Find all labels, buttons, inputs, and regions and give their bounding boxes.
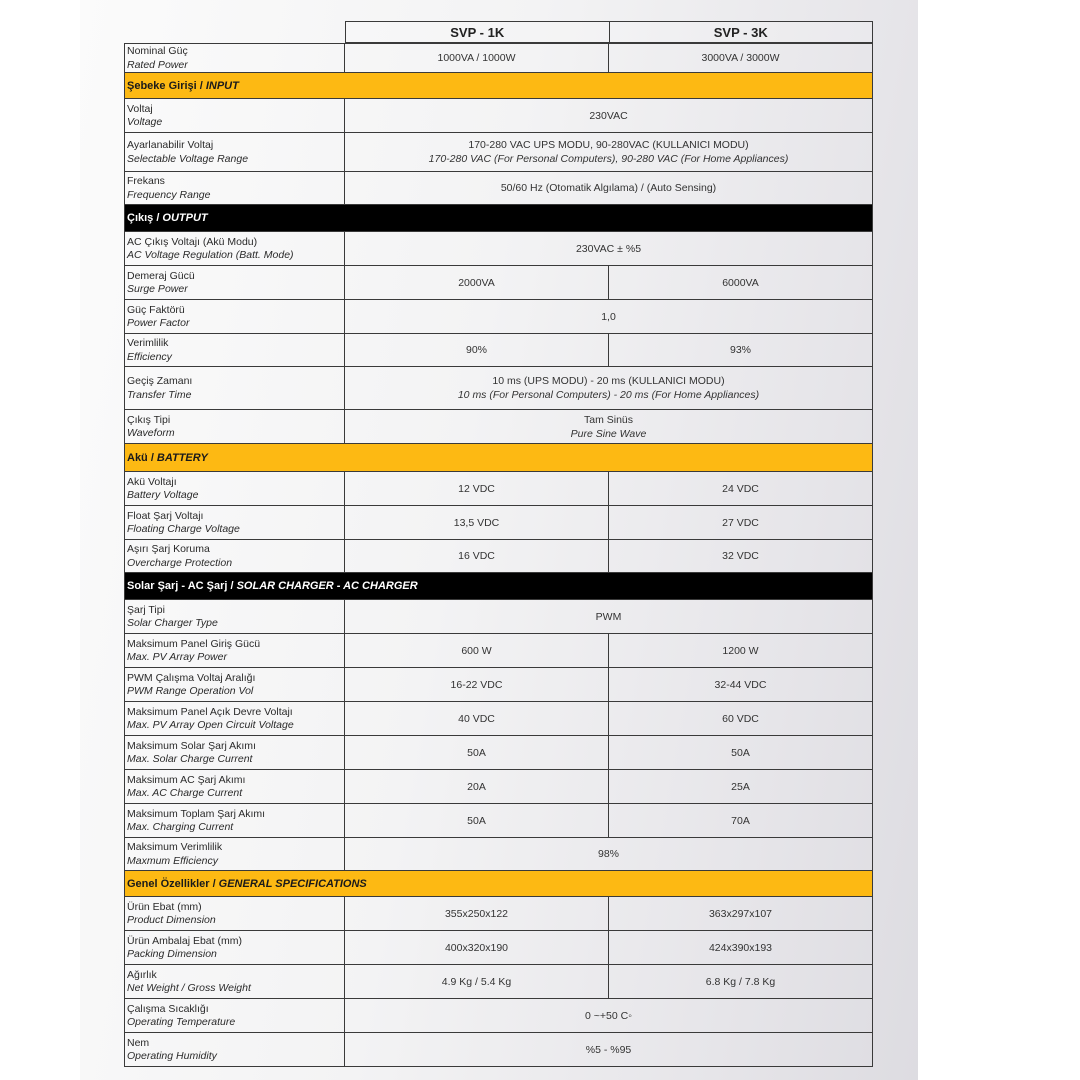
value-svp-1k: 400x320x190	[444, 941, 509, 954]
spec-row-voltage	[125, 98, 872, 132]
spec-row-rated-power	[125, 43, 872, 72]
label-en: Max. Solar Charge Current	[127, 753, 253, 765]
label-tr: Ürün Ebat (mm)	[127, 900, 202, 913]
spec-label	[125, 472, 345, 505]
spec-row-ac-voltage-regulation	[125, 231, 872, 265]
label-en: Operating Humidity	[127, 1050, 217, 1062]
spec-label	[125, 770, 345, 803]
value-svp-3k: 93%	[608, 334, 872, 366]
value-svp-1k: 355x250x122	[444, 907, 509, 920]
value-svp-3k: 60 VDC	[608, 702, 872, 735]
spec-row-power-factor	[125, 299, 872, 333]
section-header-general-specifications	[125, 870, 872, 896]
value-shared: 50/60 Hz (Otomatik Algılama) / (Auto Sensing)	[500, 182, 717, 194]
spec-row-product-dimension	[125, 896, 872, 930]
spec-label	[125, 133, 345, 171]
label-en: Overcharge Protection	[127, 556, 233, 569]
label-tr: Maksimum Panel Açık Devre Voltajı	[127, 705, 293, 718]
value-en: Pure Sine Wave	[570, 427, 647, 440]
label-tr: Çıkış Tipi	[127, 413, 171, 426]
spec-row-pwm-range	[125, 667, 872, 701]
spec-row-pv-open-circuit-voltage	[125, 701, 872, 735]
value-en: 10 ms (For Personal Computers) - 20 ms (For Home Appliances)	[457, 389, 760, 401]
value-shared: 98%	[597, 848, 619, 860]
label-en: AC Voltage Regulation (Batt. Mode)	[127, 249, 294, 261]
label-en: Efficiency	[127, 350, 172, 363]
label-en: Battery Voltage	[127, 489, 199, 501]
spec-label	[125, 506, 345, 539]
spec-label	[125, 804, 345, 837]
spec-label	[125, 232, 345, 265]
spec-row-max-efficiency	[125, 837, 872, 870]
spec-label	[125, 410, 345, 443]
section-title-tr: Şebeke Girişi /	[127, 79, 203, 92]
label-en: Power Factor	[127, 317, 190, 329]
spec-label	[125, 897, 345, 930]
label-tr: AC Çıkış Voltajı (Akü Modu)	[127, 235, 258, 248]
section-header-solar-charger	[125, 572, 872, 599]
value-shared: 230VAC	[589, 109, 628, 122]
value-shared: PWM	[595, 610, 622, 623]
value-svp-1k: 90%	[465, 344, 487, 356]
spec-label	[125, 965, 345, 998]
value-svp-3k: 32 VDC	[608, 540, 872, 572]
label-tr: Çalışma Sıcaklığı	[127, 1002, 209, 1015]
value-en: 170-280 VAC (For Personal Computers), 90-280 VAC (For Home Appliances)	[428, 153, 789, 165]
spec-label	[125, 266, 345, 299]
value-svp-3k: 363x297x107	[608, 897, 872, 930]
value-svp-3k: 424x390x193	[608, 931, 872, 964]
value-shared	[345, 410, 872, 443]
spec-label	[125, 172, 345, 204]
label-tr: Ürün Ambalaj Ebat (mm)	[127, 934, 242, 947]
value-shared	[345, 367, 872, 409]
spec-row-efficiency	[125, 333, 872, 366]
label-tr: Akü Voltajı	[127, 475, 177, 488]
spec-row-weight	[125, 964, 872, 998]
label-tr: Nem	[127, 1036, 150, 1049]
label-tr: Voltaj	[127, 102, 153, 115]
label-en: Waveform	[127, 427, 175, 439]
spec-label	[125, 367, 345, 409]
spec-row-floating-charge-voltage	[125, 505, 872, 539]
section-title-en: INPUT	[205, 79, 239, 92]
spec-label	[125, 334, 345, 366]
label-en: Packing Dimension	[127, 948, 217, 960]
value-svp-1k: 12 VDC	[458, 482, 495, 495]
spec-label	[125, 300, 345, 333]
spec-row-solar-charge-current	[125, 735, 872, 769]
label-en: Transfer Time	[127, 388, 192, 401]
spec-row-frequency	[125, 171, 872, 204]
model-header-svp-3k: SVP - 3K	[609, 22, 873, 42]
spec-label	[125, 838, 345, 870]
spec-label	[125, 44, 345, 72]
value-svp-3k: 70A	[608, 804, 872, 837]
label-tr: Maksimum Verimlilik	[127, 841, 223, 853]
value-svp-3k: 3000VA / 3000W	[608, 44, 872, 72]
value-tr: 170-280 VAC UPS MODU, 90-280VAC (KULLANICI MODU)	[468, 139, 749, 151]
label-tr: PWM Çalışma Voltaj Aralığı	[127, 671, 256, 684]
section-title-tr: Solar Şarj - AC Şarj /	[127, 580, 234, 592]
spec-label	[125, 1033, 345, 1066]
label-en: Frequency Range	[127, 188, 211, 201]
value-svp-3k: 27 VDC	[608, 506, 872, 539]
label-en: Net Weight / Gross Weight	[127, 982, 251, 994]
label-en: Voltage	[127, 116, 163, 128]
label-en: Max. AC Charge Current	[127, 787, 243, 799]
section-title-en: GENERAL SPECIFICATIONS	[218, 877, 367, 890]
spec-row-ac-charge-current	[125, 769, 872, 803]
spec-row-operating-humidity	[125, 1032, 872, 1066]
value-shared: 0 ~+50 C◦	[585, 1009, 632, 1022]
spec-row-pv-array-power	[125, 633, 872, 667]
label-en: Product Dimension	[127, 914, 216, 926]
spec-row-transfer-time	[125, 366, 872, 409]
model-header-svp-1k: SVP - 1K	[450, 24, 505, 40]
label-en: Rated Power	[127, 58, 188, 71]
value-svp-1k: 16-22 VDC	[450, 678, 503, 691]
value-svp-3k: 25A	[608, 770, 872, 803]
label-tr: Demeraj Gücü	[127, 269, 195, 282]
label-en: Floating Charge Voltage	[127, 523, 240, 535]
value-svp-1k: 600 W	[461, 644, 492, 657]
spec-label	[125, 634, 345, 667]
section-title-tr: Genel Özellikler /	[127, 877, 216, 890]
label-tr: Verimlilik	[127, 337, 169, 349]
value-svp-1k: 1000VA / 1000W	[437, 52, 516, 64]
label-tr: Maksimum Panel Giriş Gücü	[127, 637, 261, 650]
section-header-input	[125, 72, 872, 98]
spec-row-surge-power	[125, 265, 872, 299]
label-tr: Frekans	[127, 175, 165, 187]
value-svp-3k: 1200 W	[608, 634, 872, 667]
value-svp-3k: 6000VA	[608, 266, 872, 299]
label-en: Maxmum Efficiency	[127, 854, 219, 867]
label-tr: Maksimum Solar Şarj Akımı	[127, 739, 256, 752]
value-tr: Tam Sinüs	[583, 413, 634, 426]
value-svp-1k: 4.9 Kg / 5.4 Kg	[441, 975, 512, 988]
section-title-tr: Akü /	[127, 451, 154, 464]
spec-label	[125, 600, 345, 633]
spec-row-battery-voltage	[125, 471, 872, 505]
value-shared: %5 - %95	[585, 1043, 632, 1056]
value-svp-3k: 32-44 VDC	[608, 668, 872, 701]
label-tr: Ayarlanabilir Voltaj	[127, 139, 214, 151]
label-tr: Geçiş Zamanı	[127, 375, 193, 387]
label-en: Max. PV Array Power	[127, 651, 227, 663]
value-svp-3k: 6.8 Kg / 7.8 Kg	[608, 965, 872, 998]
spec-row-total-charging-current	[125, 803, 872, 837]
label-en: PWM Range Operation Vol	[127, 685, 254, 697]
section-header-output	[125, 204, 872, 231]
label-en: Max. PV Array Open Circuit Voltage	[127, 719, 294, 731]
section-title-en: OUTPUT	[162, 212, 208, 224]
spec-row-overcharge-protection	[125, 539, 872, 572]
label-en: Max. Charging Current	[127, 821, 234, 833]
section-title-en: SOLAR CHARGER - AC CHARGER	[236, 580, 418, 592]
label-tr: Nominal Güç	[127, 45, 188, 57]
value-shared: 230VAC ± %5	[575, 242, 642, 255]
value-svp-3k: 24 VDC	[608, 472, 872, 505]
value-svp-1k: 2000VA	[458, 276, 495, 289]
spec-row-selectable-voltage	[125, 132, 872, 171]
label-tr: Float Şarj Voltajı	[127, 509, 204, 522]
value-tr: 10 ms (UPS MODU) - 20 ms (KULLANICI MODU)	[492, 375, 725, 387]
label-tr: Maksimum AC Şarj Akımı	[127, 773, 246, 786]
label-tr: Maksimum Toplam Şarj Akımı	[127, 807, 266, 820]
model-header-row	[345, 21, 873, 43]
value-svp-1k: 50A	[467, 814, 486, 827]
label-en: Operating Temperature	[127, 1016, 236, 1028]
spec-row-charger-type	[125, 599, 872, 633]
spec-row-packing-dimension	[125, 930, 872, 964]
spec-label	[125, 999, 345, 1032]
value-svp-1k: 20A	[467, 780, 486, 793]
value-svp-1k: 40 VDC	[458, 712, 495, 725]
value-svp-1k: 13,5 VDC	[453, 516, 500, 529]
value-svp-1k: 16 VDC	[458, 550, 495, 562]
label-tr: Ağırlık	[127, 968, 157, 981]
section-title-en: BATTERY	[156, 451, 208, 464]
label-en: Solar Charger Type	[127, 617, 218, 629]
label-en: Selectable Voltage Range	[127, 152, 249, 165]
section-title-tr: Çıkış /	[127, 212, 160, 224]
spec-row-waveform	[125, 409, 872, 443]
spec-label	[125, 540, 345, 572]
value-svp-1k: 50A	[467, 746, 486, 759]
spec-table	[124, 43, 873, 1067]
spec-label	[125, 668, 345, 701]
label-tr: Aşırı Şarj Koruma	[127, 543, 210, 555]
spec-label	[125, 702, 345, 735]
spec-label	[125, 736, 345, 769]
label-tr: Güç Faktörü	[127, 303, 185, 316]
label-tr: Şarj Tipi	[127, 603, 165, 616]
spec-row-operating-temperature	[125, 998, 872, 1032]
spec-label	[125, 99, 345, 132]
spec-label	[125, 931, 345, 964]
value-svp-3k: 50A	[608, 736, 872, 769]
label-en: Surge Power	[127, 283, 188, 295]
value-shared: 1,0	[601, 310, 616, 323]
section-header-battery	[125, 443, 872, 471]
value-shared	[345, 133, 872, 171]
